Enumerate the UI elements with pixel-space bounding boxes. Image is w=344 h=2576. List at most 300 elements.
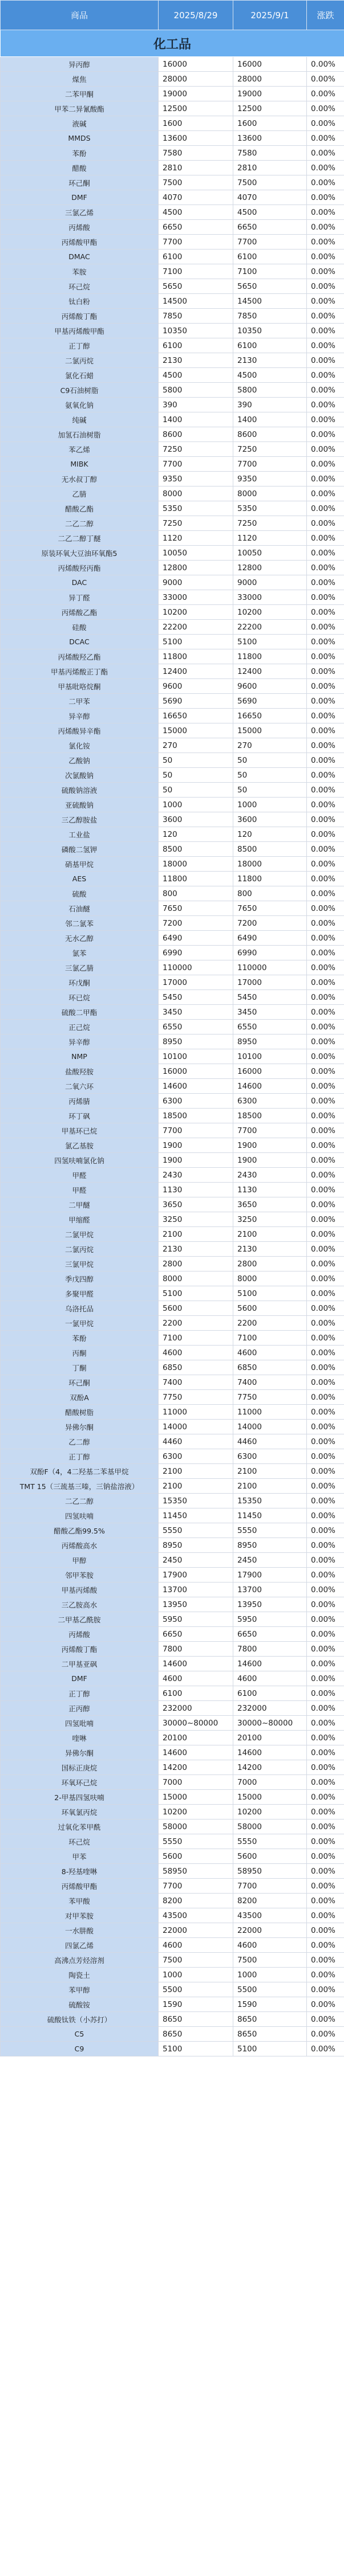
price-2025-9-1: 1400 xyxy=(233,412,307,427)
table-row xyxy=(1,768,344,783)
price-2025-9-1: 10100 xyxy=(233,1049,307,1064)
table-row xyxy=(1,649,344,664)
price-2025-8-29: 1900 xyxy=(159,1138,233,1153)
price-2025-8-29: 120 xyxy=(159,827,233,842)
price-2025-8-29: 5650 xyxy=(159,279,233,294)
table-row xyxy=(1,635,344,649)
price-2025-8-29: 10050 xyxy=(159,546,233,561)
change-percent: 0.00% xyxy=(307,857,344,872)
table-row xyxy=(1,872,344,886)
product-name: 邻甲苯胺 xyxy=(1,1568,159,1583)
price-2025-9-1: 2130 xyxy=(233,1242,307,1257)
product-name: 丙烯酸甲酯 xyxy=(1,235,159,250)
table-row xyxy=(1,812,344,827)
price-2025-9-1: 7700 xyxy=(233,235,307,250)
table-row xyxy=(1,1212,344,1227)
change-percent: 0.00% xyxy=(307,264,344,279)
table-row xyxy=(1,1227,344,1242)
price-2025-8-29: 5690 xyxy=(159,694,233,709)
table-row xyxy=(1,2012,344,2027)
product-name: 二氯丙烷 xyxy=(1,1242,159,1257)
price-2025-9-1: 5500 xyxy=(233,1982,307,1997)
table-row xyxy=(1,220,344,235)
price-2025-8-29: 3250 xyxy=(159,1212,233,1227)
table-row xyxy=(1,472,344,486)
change-percent: 0.00% xyxy=(307,664,344,679)
table-row xyxy=(1,1627,344,1642)
price-2025-8-29: 15000 xyxy=(159,723,233,738)
table-row xyxy=(1,146,344,161)
table-row xyxy=(1,353,344,368)
change-percent: 0.00% xyxy=(307,383,344,398)
price-2025-8-29: 7000 xyxy=(159,1775,233,1790)
price-2025-8-29: 800 xyxy=(159,886,233,901)
change-percent: 0.00% xyxy=(307,1701,344,1716)
price-2025-8-29: 8200 xyxy=(159,1894,233,1908)
product-name: 二氯丙烷 xyxy=(1,353,159,368)
product-name: 无水叔丁醇 xyxy=(1,472,159,486)
table-row xyxy=(1,1020,344,1035)
change-percent: 0.00% xyxy=(307,161,344,175)
price-2025-8-29: 6100 xyxy=(159,338,233,353)
price-2025-8-29: 7700 xyxy=(159,1123,233,1138)
product-name: 丙烯酸丁酯 xyxy=(1,309,159,324)
product-name: 正丙醇 xyxy=(1,1701,159,1716)
product-name: DAC xyxy=(1,575,159,590)
table-row xyxy=(1,57,344,72)
price-2025-9-1: 50 xyxy=(233,783,307,798)
price-2025-8-29: 43500 xyxy=(159,1908,233,1923)
change-percent: 0.00% xyxy=(307,457,344,472)
change-percent: 0.00% xyxy=(307,1523,344,1538)
change-percent: 0.00% xyxy=(307,427,344,442)
table-row xyxy=(1,1375,344,1390)
table-row xyxy=(1,783,344,798)
product-name: 苯甲酸 xyxy=(1,1894,159,1908)
change-percent: 0.00% xyxy=(307,1301,344,1316)
table-row xyxy=(1,368,344,383)
change-percent: 0.00% xyxy=(307,1005,344,1020)
table-row xyxy=(1,1612,344,1627)
change-percent: 0.00% xyxy=(307,679,344,694)
price-2025-9-1: 14600 xyxy=(233,1745,307,1760)
change-percent: 0.00% xyxy=(307,368,344,383)
price-2025-9-1: 6650 xyxy=(233,1627,307,1642)
price-2025-8-29: 5550 xyxy=(159,1523,233,1538)
product-name: 石油醚 xyxy=(1,901,159,916)
price-2025-8-29: 7850 xyxy=(159,309,233,324)
price-2025-8-29: 13950 xyxy=(159,1597,233,1612)
table-row xyxy=(1,1005,344,1020)
price-2025-8-29: 4460 xyxy=(159,1434,233,1449)
change-percent: 0.00% xyxy=(307,1923,344,1938)
change-percent: 0.00% xyxy=(307,1968,344,1982)
product-name: 硫酸 xyxy=(1,886,159,901)
price-2025-8-29: 2800 xyxy=(159,1257,233,1271)
price-2025-8-29: 5950 xyxy=(159,1612,233,1627)
price-2025-9-1: 6100 xyxy=(233,250,307,264)
change-percent: 0.00% xyxy=(307,1612,344,1627)
price-2025-8-29: 6300 xyxy=(159,1449,233,1464)
price-2025-8-29: 8650 xyxy=(159,2027,233,2042)
product-name: 环氧氯丙烷 xyxy=(1,1805,159,1819)
table-row xyxy=(1,161,344,175)
table-row xyxy=(1,1508,344,1523)
price-2025-8-29: 3600 xyxy=(159,812,233,827)
product-name: 四氢吡喃 xyxy=(1,1716,159,1731)
product-name: C5 xyxy=(1,2027,159,2042)
price-2025-9-1: 10200 xyxy=(233,1805,307,1819)
table-row xyxy=(1,1464,344,1479)
change-percent: 0.00% xyxy=(307,1997,344,2012)
price-2025-8-29: 14000 xyxy=(159,1420,233,1434)
price-2025-8-29: 6490 xyxy=(159,931,233,946)
product-name: 纯碱 xyxy=(1,412,159,427)
product-name: 乌洛托品 xyxy=(1,1301,159,1316)
product-name: 四氢呋喃氯化钠 xyxy=(1,1153,159,1168)
price-2025-9-1: 2430 xyxy=(233,1168,307,1183)
change-percent: 0.00% xyxy=(307,561,344,575)
table-row xyxy=(1,1420,344,1434)
table-row xyxy=(1,1405,344,1420)
change-percent: 0.00% xyxy=(307,1938,344,1953)
price-2025-8-29: 4500 xyxy=(159,205,233,220)
price-2025-8-29: 1120 xyxy=(159,531,233,546)
product-name: 异丙醇 xyxy=(1,57,159,72)
change-percent: 0.00% xyxy=(307,116,344,131)
change-percent: 0.00% xyxy=(307,486,344,501)
price-2025-9-1: 7000 xyxy=(233,1775,307,1790)
price-2025-8-29: 1400 xyxy=(159,412,233,427)
price-2025-8-29: 58000 xyxy=(159,1819,233,1834)
price-2025-8-29: 8600 xyxy=(159,427,233,442)
table-row xyxy=(1,1997,344,2012)
product-name: 2-甲基四氢呋喃 xyxy=(1,1790,159,1805)
table-row xyxy=(1,1879,344,1894)
price-2025-9-1: 2450 xyxy=(233,1553,307,1568)
price-2025-9-1: 8000 xyxy=(233,1271,307,1286)
change-percent: 0.00% xyxy=(307,783,344,798)
change-percent: 0.00% xyxy=(307,723,344,738)
price-2025-8-29: 7500 xyxy=(159,1953,233,1968)
price-2025-9-1: 5550 xyxy=(233,1834,307,1849)
price-2025-9-1: 9600 xyxy=(233,679,307,694)
price-2025-9-1: 7700 xyxy=(233,457,307,472)
table-row xyxy=(1,1094,344,1109)
product-name: 氯乙基胺 xyxy=(1,1138,159,1153)
price-2025-8-29: 8000 xyxy=(159,1271,233,1286)
price-2025-8-29: 9000 xyxy=(159,575,233,590)
product-name: 丙烯腈 xyxy=(1,1094,159,1109)
price-2025-8-29: 3450 xyxy=(159,1005,233,1020)
table-row xyxy=(1,590,344,605)
price-2025-9-1: 10050 xyxy=(233,546,307,561)
price-2025-9-1: 3650 xyxy=(233,1197,307,1212)
price-2025-8-29: 7200 xyxy=(159,916,233,931)
table-row xyxy=(1,1494,344,1508)
price-2025-9-1: 8650 xyxy=(233,2012,307,2027)
price-2025-8-29: 7650 xyxy=(159,901,233,916)
product-name: 喹啉 xyxy=(1,1731,159,1745)
table-row xyxy=(1,398,344,412)
change-percent: 0.00% xyxy=(307,279,344,294)
table-row xyxy=(1,531,344,546)
product-name: 丙烯酸羟乙酯 xyxy=(1,649,159,664)
product-name: 二苯甲酮 xyxy=(1,87,159,101)
product-name: 双酚F（4，4二羟基二苯基甲烷 xyxy=(1,1464,159,1479)
price-2025-8-29: 5350 xyxy=(159,501,233,516)
change-percent: 0.00% xyxy=(307,872,344,886)
price-2025-9-1: 10350 xyxy=(233,324,307,338)
change-percent: 0.00% xyxy=(307,309,344,324)
table-row xyxy=(1,1138,344,1153)
price-2025-8-29: 1600 xyxy=(159,116,233,131)
table-row xyxy=(1,753,344,768)
change-percent: 0.00% xyxy=(307,1168,344,1183)
change-percent: 0.00% xyxy=(307,87,344,101)
change-percent: 0.00% xyxy=(307,1849,344,1864)
change-percent: 0.00% xyxy=(307,1864,344,1879)
product-name: DMF xyxy=(1,190,159,205)
product-name: 乙腈 xyxy=(1,486,159,501)
price-2025-9-1: 7580 xyxy=(233,146,307,161)
price-2025-8-29: 5800 xyxy=(159,383,233,398)
table-row xyxy=(1,1686,344,1701)
change-percent: 0.00% xyxy=(307,1257,344,1271)
product-name: 三氯乙腈 xyxy=(1,960,159,975)
table-row xyxy=(1,1286,344,1301)
table-row xyxy=(1,383,344,398)
price-2025-9-1: 5100 xyxy=(233,635,307,649)
table-row xyxy=(1,605,344,620)
price-2025-9-1: 6490 xyxy=(233,931,307,946)
price-2025-8-29: 30000~80000 xyxy=(159,1716,233,1731)
price-2025-9-1: 6990 xyxy=(233,946,307,960)
price-2025-8-29: 7700 xyxy=(159,457,233,472)
price-2025-9-1: 7100 xyxy=(233,264,307,279)
change-percent: 0.00% xyxy=(307,590,344,605)
table-row xyxy=(1,1390,344,1405)
table-row xyxy=(1,960,344,975)
product-name: 二乙二醇 xyxy=(1,1494,159,1508)
price-2025-8-29: 9350 xyxy=(159,472,233,486)
table-row xyxy=(1,486,344,501)
price-2025-9-1: 7700 xyxy=(233,1123,307,1138)
header-date-2: 2025/9/1 xyxy=(233,1,307,30)
price-2025-8-29: 6100 xyxy=(159,250,233,264)
price-2025-8-29: 14600 xyxy=(159,1745,233,1760)
price-2025-8-29: 7500 xyxy=(159,175,233,190)
change-percent: 0.00% xyxy=(307,442,344,457)
price-2025-9-1: 390 xyxy=(233,398,307,412)
table-row xyxy=(1,975,344,990)
table-row xyxy=(1,1153,344,1168)
change-percent: 0.00% xyxy=(307,250,344,264)
price-2025-9-1: 2810 xyxy=(233,161,307,175)
price-2025-9-1: 30000~80000 xyxy=(233,1716,307,1731)
table-row xyxy=(1,2027,344,2042)
product-name: MMDS xyxy=(1,131,159,146)
product-name: 正丁醇 xyxy=(1,338,159,353)
product-name: 醋酸乙酯 xyxy=(1,501,159,516)
change-percent: 0.00% xyxy=(307,398,344,412)
product-name: 异辛醇 xyxy=(1,709,159,723)
product-name: C9石油树脂 xyxy=(1,383,159,398)
product-name: 三氯甲烷 xyxy=(1,1257,159,1271)
product-name: 二氧六环 xyxy=(1,1079,159,1094)
product-name: 乙酸钠 xyxy=(1,753,159,768)
price-2025-8-29: 16000 xyxy=(159,1064,233,1079)
price-2025-9-1: 8650 xyxy=(233,2027,307,2042)
price-2025-9-1: 22000 xyxy=(233,1923,307,1938)
table-row xyxy=(1,1316,344,1331)
price-2025-9-1: 6550 xyxy=(233,1020,307,1035)
price-2025-9-1: 5800 xyxy=(233,383,307,398)
product-name: 三氯乙烯 xyxy=(1,205,159,220)
product-name: 甲基丙烯酸 xyxy=(1,1583,159,1597)
price-2025-8-29: 19000 xyxy=(159,87,233,101)
price-2025-9-1: 11450 xyxy=(233,1508,307,1523)
change-percent: 0.00% xyxy=(307,1331,344,1346)
table-row xyxy=(1,412,344,427)
product-name: 二乙二醇丁醚 xyxy=(1,531,159,546)
change-percent: 0.00% xyxy=(307,220,344,235)
price-2025-9-1: 1120 xyxy=(233,531,307,546)
price-2025-8-29: 14200 xyxy=(159,1760,233,1775)
product-name: 煤焦 xyxy=(1,72,159,87)
product-name: 多聚甲醛 xyxy=(1,1286,159,1301)
price-2025-9-1: 7750 xyxy=(233,1390,307,1405)
price-2025-8-29: 10200 xyxy=(159,605,233,620)
price-2025-8-29: 10350 xyxy=(159,324,233,338)
table-row xyxy=(1,516,344,531)
table-row xyxy=(1,1168,344,1183)
table-row xyxy=(1,931,344,946)
product-name: 丁酮 xyxy=(1,1360,159,1375)
change-percent: 0.00% xyxy=(307,1908,344,1923)
change-percent: 0.00% xyxy=(307,1834,344,1849)
change-percent: 0.00% xyxy=(307,1494,344,1508)
price-2025-9-1: 50 xyxy=(233,768,307,783)
table-row xyxy=(1,1982,344,1997)
price-2025-8-29: 50 xyxy=(159,783,233,798)
table-row xyxy=(1,1301,344,1316)
price-2025-9-1: 7100 xyxy=(233,1331,307,1346)
table-row xyxy=(1,990,344,1005)
price-2025-9-1: 7400 xyxy=(233,1375,307,1390)
price-2025-9-1: 2100 xyxy=(233,1479,307,1494)
table-row xyxy=(1,116,344,131)
table-row xyxy=(1,294,344,309)
product-name: NMP xyxy=(1,1049,159,1064)
change-percent: 0.00% xyxy=(307,1819,344,1834)
change-percent: 0.00% xyxy=(307,1242,344,1257)
header-row xyxy=(1,1,344,30)
product-name: 硫酸钛铁（小苏打） xyxy=(1,2012,159,2027)
change-percent: 0.00% xyxy=(307,1716,344,1731)
price-2025-9-1: 8950 xyxy=(233,1035,307,1049)
table-row xyxy=(1,1701,344,1716)
price-2025-8-29: 10200 xyxy=(159,1805,233,1819)
price-2025-9-1: 13950 xyxy=(233,1597,307,1612)
table-row xyxy=(1,620,344,635)
price-2025-8-29: 5450 xyxy=(159,990,233,1005)
price-2025-8-29: 22200 xyxy=(159,620,233,635)
change-percent: 0.00% xyxy=(307,1538,344,1553)
change-percent: 0.00% xyxy=(307,1982,344,1997)
table-row xyxy=(1,250,344,264)
product-name: 苯胺 xyxy=(1,264,159,279)
table-row xyxy=(1,457,344,472)
product-name: 加氢石油树脂 xyxy=(1,427,159,442)
price-2025-9-1: 6300 xyxy=(233,1449,307,1464)
change-percent: 0.00% xyxy=(307,1360,344,1375)
price-2025-9-1: 3450 xyxy=(233,1005,307,1020)
price-2025-9-1: 13600 xyxy=(233,131,307,146)
change-percent: 0.00% xyxy=(307,1686,344,1701)
change-percent: 0.00% xyxy=(307,1079,344,1094)
price-2025-9-1: 6650 xyxy=(233,220,307,235)
price-2025-8-29: 11000 xyxy=(159,1405,233,1420)
change-percent: 0.00% xyxy=(307,575,344,590)
product-name: 丙烯酸羟丙酯 xyxy=(1,561,159,575)
table-row xyxy=(1,1657,344,1671)
table-row xyxy=(1,1271,344,1286)
price-2025-9-1: 270 xyxy=(233,738,307,753)
price-2025-9-1: 7650 xyxy=(233,901,307,916)
price-2025-9-1: 9350 xyxy=(233,472,307,486)
price-2025-9-1: 5600 xyxy=(233,1849,307,1864)
product-name: 醋酸 xyxy=(1,161,159,175)
change-percent: 0.00% xyxy=(307,57,344,72)
price-2025-9-1: 17000 xyxy=(233,975,307,990)
price-2025-8-29: 2130 xyxy=(159,353,233,368)
product-name: 环己烷 xyxy=(1,1834,159,1849)
price-2025-8-29: 4500 xyxy=(159,368,233,383)
change-percent: 0.00% xyxy=(307,1138,344,1153)
table-row xyxy=(1,1434,344,1449)
price-2025-8-29: 18500 xyxy=(159,1109,233,1123)
price-2025-8-29: 28000 xyxy=(159,72,233,87)
price-2025-9-1: 800 xyxy=(233,886,307,901)
table-row xyxy=(1,1834,344,1849)
price-2025-8-29: 2200 xyxy=(159,1316,233,1331)
price-2025-9-1: 58950 xyxy=(233,1864,307,1879)
product-name: 甲基吡咯烷酮 xyxy=(1,679,159,694)
price-2025-8-29: 1590 xyxy=(159,1997,233,2012)
table-row xyxy=(1,442,344,457)
price-2025-8-29: 16650 xyxy=(159,709,233,723)
product-name: 液碱 xyxy=(1,116,159,131)
price-2025-9-1: 9000 xyxy=(233,575,307,590)
change-percent: 0.00% xyxy=(307,531,344,546)
table-row xyxy=(1,1479,344,1494)
price-2025-8-29: 7100 xyxy=(159,1331,233,1346)
price-2025-9-1: 15000 xyxy=(233,1790,307,1805)
change-percent: 0.00% xyxy=(307,1227,344,1242)
price-2025-9-1: 5600 xyxy=(233,1301,307,1316)
product-name: 丙烯酸 xyxy=(1,220,159,235)
price-2025-8-29: 5600 xyxy=(159,1301,233,1316)
price-2025-8-29: 2450 xyxy=(159,1553,233,1568)
change-percent: 0.00% xyxy=(307,1020,344,1035)
product-name: 醋酸树脂 xyxy=(1,1405,159,1420)
product-name: 二甲基亚砜 xyxy=(1,1657,159,1671)
table-row xyxy=(1,1331,344,1346)
product-name: C9 xyxy=(1,2042,159,2056)
product-name: 盐酸羟胺 xyxy=(1,1064,159,1079)
table-row xyxy=(1,1568,344,1583)
